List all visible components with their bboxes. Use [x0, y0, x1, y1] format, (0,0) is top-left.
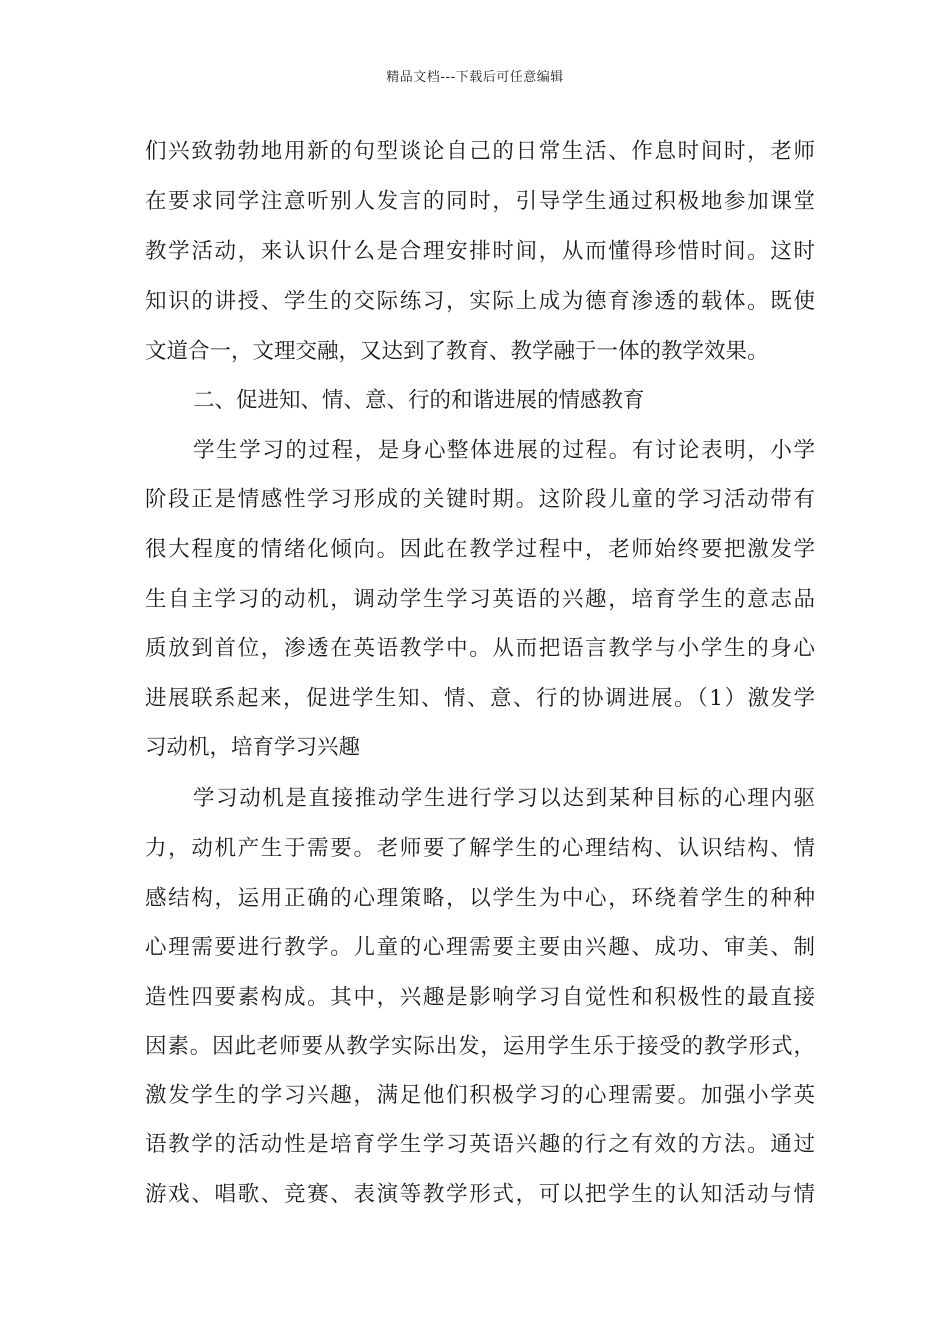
paragraph-line: 因素。因此老师要从教学实际出发，运用学生乐于接受的教学形式，	[145, 1034, 815, 1059]
paragraph-line: 阶段正是情感性学习形成的关键时期。这阶段儿童的学习活动带有	[145, 487, 815, 512]
paragraph-line: 教学活动，来认识什么是合理安排时间，从而懂得珍惜时间。这时	[145, 239, 815, 264]
paragraph-line: 语教学的活动性是培育学生学习英语兴趣的行之有效的方法。通过	[145, 1132, 815, 1157]
paragraph-line: 生自主学习的动机，调动学生学习英语的兴趣，培育学生的意志品	[145, 587, 815, 612]
paragraph-line: 游戏、唱歌、竞赛、表演等教学形式，可以把学生的认知活动与情	[145, 1182, 815, 1207]
paragraph-line: 在要求同学注意听别人发言的同时，引导学生通过积极地参加课堂	[145, 189, 815, 214]
paragraph-line: 知识的讲授、学生的交际练习，实际上成为德育渗透的载体。既使	[145, 289, 815, 314]
section-heading: 二、促进知、情、意、行的和谐进展的情感教育	[193, 388, 645, 413]
paragraph-line: 学生学习的过程，是身心整体进展的过程。有讨论表明，小学	[193, 438, 815, 463]
paragraph-line: 造性四要素构成。其中，兴趣是影响学习自觉性和积极性的最直接	[145, 985, 815, 1010]
paragraph-line: 进展联系起来，促进学生知、情、意、行的协调进展。（1）激发学	[145, 686, 815, 711]
paragraph-line: 们兴致勃勃地用新的句型谈论自己的日常生活、作息时间时，老师	[145, 139, 815, 164]
paragraph-line: 很大程度的情绪化倾向。因此在教学过程中，老师始终要把激发学	[145, 537, 815, 562]
paragraph-line: 心理需要进行教学。儿童的心理需要主要由兴趣、成功、审美、制	[145, 935, 815, 960]
paragraph-line: 感结构，运用正确的心理策略，以学生为中心，环绕着学生的种种	[145, 886, 815, 911]
paragraph-line: 力，动机产生于需要。老师要了解学生的心理结构、认识结构、情	[145, 836, 815, 861]
page-header: 精品文档---下载后可任意编辑	[386, 70, 564, 85]
paragraph-line: 学习动机是直接推动学生进行学习以达到某种目标的心理内驱	[193, 786, 815, 811]
paragraph-line: 习动机，培育学习兴趣	[145, 735, 361, 760]
paragraph-line: 激发学生的学习兴趣，满足他们积极学习的心理需要。加强小学英	[145, 1083, 815, 1108]
paragraph-line: 质放到首位，渗透在英语教学中。从而把语言教学与小学生的身心	[145, 636, 815, 661]
paragraph-line: 文道合一，文理交融，又达到了教育、教学融于一体的教学效果。	[145, 339, 769, 364]
